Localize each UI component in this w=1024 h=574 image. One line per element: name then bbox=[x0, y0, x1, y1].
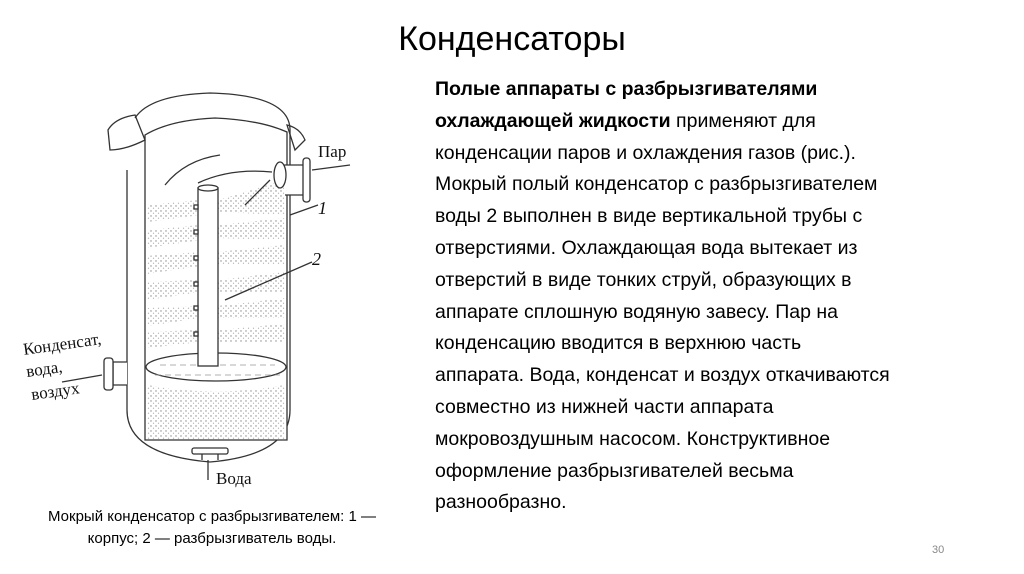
text: воды 2 выполнен в виде вертикальной трубы с bbox=[435, 205, 863, 228]
text-line bbox=[435, 297, 890, 329]
part-2-label: 2 bbox=[312, 249, 321, 269]
text-line bbox=[435, 424, 890, 456]
text: мокровоздушным насосом. Конструктивное bbox=[435, 427, 831, 450]
text: совместно из нижней части аппарата bbox=[435, 395, 774, 418]
page-number: 30 bbox=[932, 544, 945, 556]
text-line bbox=[435, 265, 890, 297]
text-line bbox=[435, 456, 890, 488]
body-paragraph bbox=[435, 74, 890, 519]
text-line bbox=[435, 392, 890, 424]
top-flange bbox=[108, 115, 145, 150]
slide-title: Конденсаторы bbox=[398, 20, 626, 58]
text: разнообразно. bbox=[435, 491, 567, 514]
text-line bbox=[435, 169, 890, 201]
water-inlet-label: Вода bbox=[216, 469, 252, 488]
sprayer-pipe bbox=[198, 188, 218, 366]
text: оформление разбрызгивателей весьма bbox=[435, 459, 794, 482]
text: конденсацию вводится в верхнюю часть bbox=[435, 332, 802, 355]
condenser-diagram bbox=[0, 80, 420, 490]
figure-caption bbox=[0, 506, 424, 550]
outlet-nozzle bbox=[113, 362, 127, 385]
text: Мокрый полый конденсатор с разбрызгивателем bbox=[435, 173, 878, 196]
text-line bbox=[435, 360, 890, 392]
text: отверстий в виде тонких струй, образующих в bbox=[435, 268, 852, 291]
outlet-label-1: Конденсат, bbox=[21, 329, 103, 359]
text-line bbox=[435, 328, 890, 360]
text-line bbox=[435, 487, 890, 519]
part-1-label: 1 bbox=[318, 198, 327, 218]
caption-line: Мокрый конденсатор с разбрызгивателем: 1 — bbox=[48, 508, 376, 525]
caption-line: корпус; 2 — разбрызгиватель воды. bbox=[87, 530, 337, 547]
text: аппарата. Вода, конденсат и воздух откачиваются bbox=[435, 364, 890, 387]
bold-text: Полые аппараты с разбрызгивателями bbox=[435, 78, 818, 100]
outlet-label-2: вода, bbox=[24, 357, 64, 381]
text: отверстиями. Охлаждающая вода вытекает из bbox=[435, 236, 858, 259]
bold-text: охлаждающей жидкости bbox=[435, 109, 671, 132]
text: применяют для bbox=[670, 109, 816, 132]
steam-label: Пар bbox=[318, 142, 347, 161]
text-line bbox=[435, 74, 890, 106]
text: конденсации паров и охлаждения газов (рис.). bbox=[435, 141, 856, 164]
text-line bbox=[435, 138, 890, 170]
text-line bbox=[435, 233, 890, 265]
outlet-label-3: воздух bbox=[29, 378, 81, 404]
text-line bbox=[435, 201, 890, 233]
text-line bbox=[435, 106, 890, 138]
text: аппарате сплошную водяную завесу. Пар на bbox=[435, 300, 838, 323]
